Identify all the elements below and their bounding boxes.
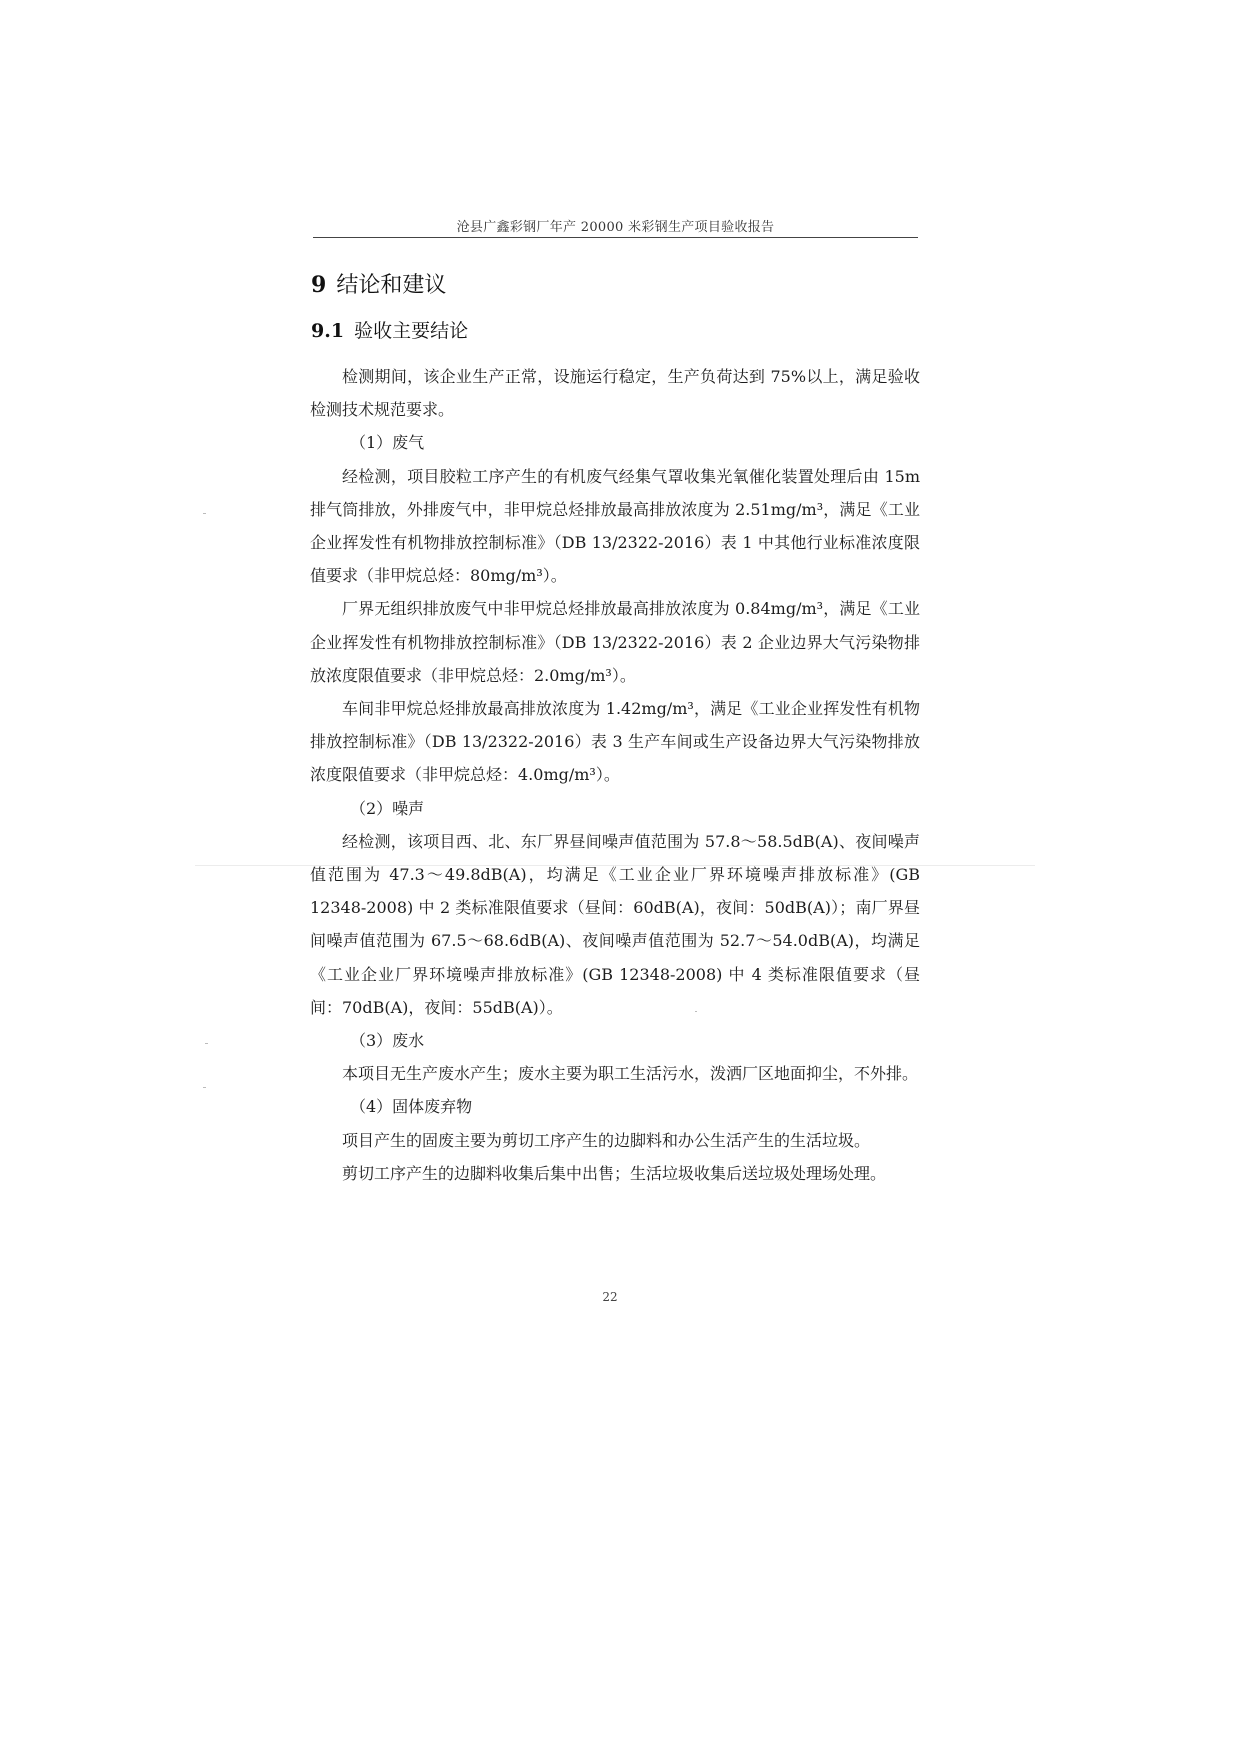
chapter-number: 9 [311, 272, 327, 298]
paragraph-noise: 经检测，该项目西、北、东厂界昼间噪声值范围为 57.8～58.5dB(A)、夜间噪声值范围为 47.3～49.8dB(A)，均满足《工业企业厂界环境噪声排放标准》(GB 12348-2008) 中 2 类标准限值要求（昼间：60dB(A)，夜间：50dB(A)）；南厂界昼间噪声值范围为 67.5～68.6dB(A)、夜间噪声值范围为 52.7～54.0dB(A)，均满足《工业企业厂界环境噪声排放标准》(GB 12348-2008) 中 4 类标准限值要求（昼间：70dB(A)，夜间：55dB(A)）。 [310, 831, 920, 1017]
scan-speck [695, 1011, 697, 1012]
scan-speck [205, 1043, 208, 1044]
subheading-solid-waste: （4）固体废弃物 [350, 1097, 473, 1117]
scan-speck [203, 513, 206, 514]
paragraph-solid-waste-sources: 项目产生的固废主要为剪切工序产生的边脚料和办公生活产生的生活垃圾。 [342, 1130, 871, 1150]
section-heading [311, 316, 468, 343]
chapter-title: 结论和建议 [336, 273, 447, 298]
section-number: 9.1 [311, 320, 345, 342]
paragraph-solid-waste-disposal: 剪切工序产生的边脚料收集后集中出售；生活垃圾收集后送垃圾处理场处理。 [342, 1163, 887, 1183]
subheading-waste-gas: （1）废气 [350, 433, 425, 453]
chapter-heading [311, 268, 446, 299]
scan-speck [203, 1087, 206, 1088]
header-rule [313, 237, 918, 238]
paragraph-waste-gas-boundary: 厂界无组织排放废气中非甲烷总烃排放最高排放浓度为 0.84mg/m³，满足《工业企业挥发性有机物排放控制标准》（DB 13/2322-2016）表 2 企业边界大气污染物排放浓度限值要求（非甲烷总烃：2.0mg/m³）。 [310, 599, 920, 685]
subheading-waste-water: （3）废水 [350, 1031, 425, 1051]
section-body [310, 360, 920, 1190]
page-number: 22 [602, 1290, 618, 1304]
subheading-noise: （2）噪声 [350, 798, 425, 818]
paragraph-waste-water: 本项目无生产废水产生；废水主要为职工生活污水，泼洒厂区地面抑尘，不外排。 [342, 1064, 919, 1084]
scan-artifact-line [195, 865, 1035, 866]
section-title: 验收主要结论 [354, 320, 469, 342]
paragraph-waste-gas-stack: 经检测，项目胶粒工序产生的有机废气经集气罩收集光氧催化装置处理后由 15m 排气筒排放，外排废气中，非甲烷总烃排放最高排放浓度为 2.51mg/m³，满足《工业企业挥发性有机物排放控制标准》（DB 13/2322-2016）表 1 中其他行业标准浓度限值要求（非甲烷总烃：80mg/m³）。 [310, 466, 920, 586]
paragraph-overview: 检测期间，该企业生产正常，设施运行稳定，生产负荷达到 75%以上，满足验收检测技术规范要求。 [310, 367, 920, 420]
paragraph-waste-gas-workshop: 车间非甲烷总烃排放最高排放浓度为 1.42mg/m³，满足《工业企业挥发性有机物排放控制标准》（DB 13/2322-2016）表 3 生产车间或生产设备边界大气污染物排放浓度限值要求（非甲烷总烃：4.0mg/m³）。 [310, 699, 920, 785]
running-header: 沧县广鑫彩钢厂年产 20000 米彩钢生产项目验收报告 [456, 220, 775, 235]
